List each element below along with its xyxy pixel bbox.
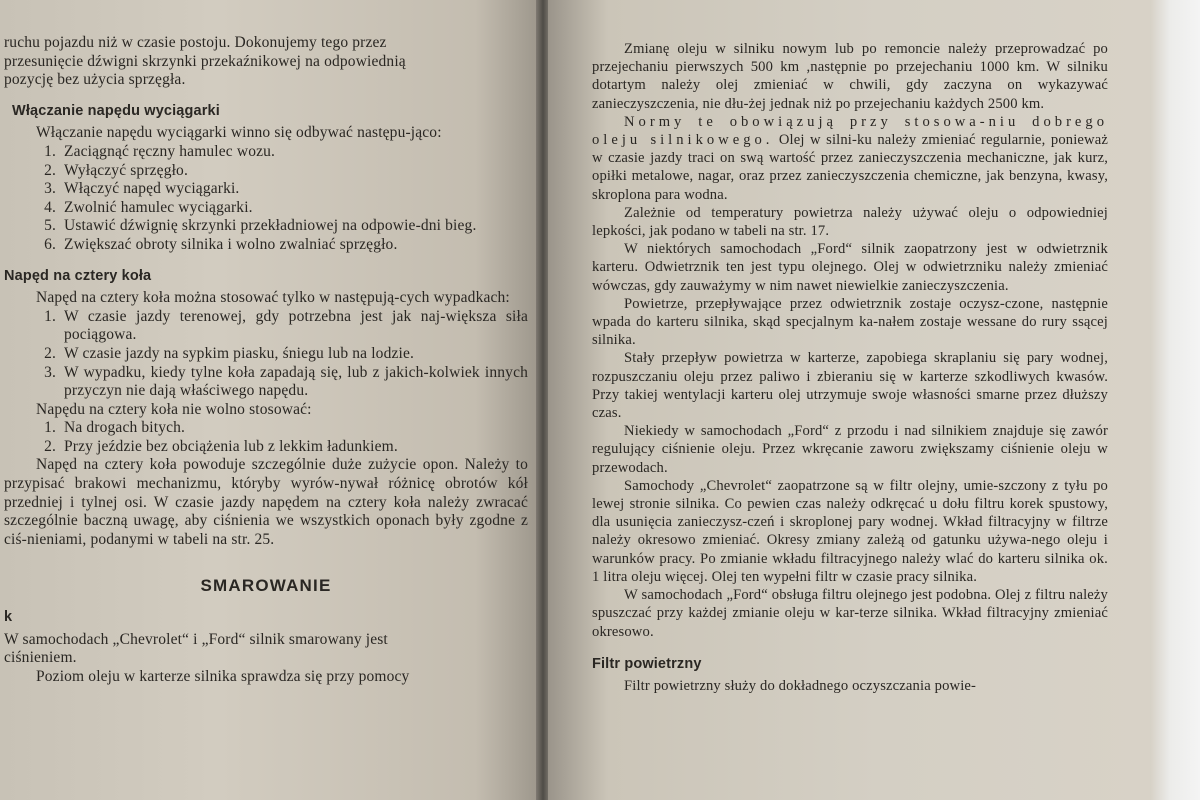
right-page: [548, 0, 1150, 800]
ford-filter-paragraph: W samochodach „Ford“ obsługa filtru olejnego jest podobna. Olej z filtru należy spuszczać przy każdej zmianie oleju w kar-terze silnika. Wkład filtracyjny zmieniać okresowo.: [592, 587, 1108, 640]
lubrication-line: Poziom oleju w karterze silnika sprawdza się przy pomocy: [36, 667, 410, 685]
oil-change-paragraph: Zmianę oleju w silniku nowym lub po remoncie należy przeprowadzać po przejechaniu pierwszych 500 km ,następnie po przejechaniu 1000 km. W silniku dotartym należy olej zmieniać w chwili, gdy zaczyna on wykazywać zanieczyszczenia, nie dłu-żej jednak niż po przejechaniu każdych 2500 km.: [592, 41, 1108, 112]
item-number: 3.: [44, 363, 56, 381]
item-number: 6.: [44, 235, 56, 253]
chevrolet-filter-paragraph: Samochody „Chevrolet“ zaopatrzone są w filtr olejny, umie-szczony z tyłu po lewej stronie silnika. Co pewien czas należy odkręcać u dołu filtru korek spustowy, dla usunięcia zanieczysz-czeń i skroplonej pary wodnej. Wkład filtracyjny w filtrze należy okresowo zmieniać. Okresy zmiany zależą od gatunku używa-nego oleju i warunków pracy. Po zmianie wkładu filtracyjnego należy wlać do karteru silnika ok. 1 litra oleju więcej. Olej ten wypełni filtr w czasie pracy silnika.: [592, 477, 1108, 585]
norms-rest-text: Olej w silni-ku należy zmieniać regularnie, ponieważ w czasie jazdy traci on swą wartość przez zanieczyszczenia mechaniczne, jak kurz, opiłki metalowe, nagar, oraz przez zanieczyszczenia chemiczne, jak benzyna, kwasy, skroplona para wodna.: [592, 132, 1108, 203]
item-number: 2.: [44, 344, 56, 362]
list-item: [4, 199, 528, 218]
steady-flow-paragraph: Stały przepływ powietrza w karterze, zapobiega skraplaniu się pary wodnej, rozpuszczaniu oleju przez paliwo i zbieraniu się w karterze szkodliwych kwasów. Przy takiej wentylacji karteru olej utrzymuje swoje własności smarne przez dłuższy czas.: [592, 350, 1108, 422]
awd-heading: Napęd na cztery koła: [4, 267, 152, 284]
item-number: 3.: [44, 180, 56, 198]
item-text: W czasie jazdy na sypkim piasku, śniegu lub na lodzie.: [64, 344, 415, 362]
list-item: [4, 419, 528, 438]
list-item: [4, 236, 528, 255]
list-item: [4, 143, 528, 162]
item-text: Włączyć napęd wyciągarki.: [64, 180, 240, 198]
item-text: W wypadku, kiedy tylne koła zapadają się, lub z jakich-kolwiek innych przyczyn nie dają właściwego napędu.: [64, 363, 528, 400]
item-text: Na drogach bitych.: [64, 419, 186, 437]
list-item: [4, 364, 528, 401]
awd-cases-list: [4, 308, 528, 401]
air-filter-line: Filtr powietrzny służy do dokładnego oczyszczania powie-: [624, 677, 977, 694]
item-text: W czasie jazdy terenowej, gdy potrzebna jest jak naj-większa siła pociągowa.: [64, 307, 528, 344]
item-number: 4.: [44, 198, 56, 216]
lubrication-line: ciśnieniem.: [4, 649, 77, 667]
air-flow-paragraph: Powietrze, przepływające przez odwietrznik zostaje oczysz-czone, następnie wpada do karteru silnika, skąd specjalnym ka-nałem zostaje wessane do rury ssącej silnika.: [592, 295, 1108, 349]
item-text: Przy jeździe bez obciążenia lub z lekkim ładunkiem.: [64, 437, 398, 455]
list-item: [4, 308, 528, 345]
awd-forbidden-list: [4, 419, 528, 456]
list-item: [4, 180, 528, 199]
ford-vent-paragraph: W niektórych samochodach „Ford“ silnik zaopatrzony jest w odwietrznik karteru. Odwietrznik ten jest typu olejnego. Olej w odwietrzniku należy zmieniać wówczas, gdy zauważymy w nim nawet niewielkie zanieczyszczenia.: [592, 241, 1108, 294]
awd-forbidden-intro: Napędu na cztery koła nie wolno stosować:: [36, 400, 312, 418]
section-title: SMAROWANIE: [200, 576, 332, 596]
winch-heading: Włączanie napędu wyciągarki: [12, 102, 220, 119]
background-edge: [1150, 0, 1200, 800]
item-text: Zaciągnąć ręczny hamulec wozu.: [64, 142, 276, 160]
item-number: 2.: [44, 437, 56, 455]
lubrication-line: W samochodach „Chevrolet“ i „Ford“ silnik smarowany jest: [4, 630, 388, 648]
temperature-paragraph: Zależnie od temperatury powietrza należy używać oleju o odpowiedniej lepkości, jak podano w tabeli na str. 17.: [592, 204, 1108, 240]
awd-intro: Napęd na cztery koła można stosować tylko w następują-cych wypadkach:: [36, 289, 510, 307]
list-item: [4, 217, 528, 236]
list-item: [4, 438, 528, 457]
item-number: 2.: [44, 161, 56, 179]
item-number: 5.: [44, 217, 56, 235]
intro-line: pozycję bez użycia sprzęgła.: [4, 71, 186, 89]
winch-intro: Włączanie napędu wyciągarki winno się odbywać następu-jąco:: [36, 124, 442, 142]
right-page-text: [592, 40, 1108, 695]
left-page: [0, 0, 540, 800]
item-number: 1.: [44, 307, 56, 325]
intro-line: przesunięcie dźwigni skrzynki przekaźnikowej na odpowiednią: [4, 52, 406, 70]
winch-steps-list: [4, 143, 528, 255]
subsection-fragment: k: [4, 609, 13, 626]
list-item: [4, 162, 528, 181]
intro-line: ruchu pojazdu niż w czasie postoju. Dokonujemy tego przez: [4, 34, 387, 51]
norms-spaced-text: Normy te obowiązują przy stosowa-niu dobrego oleju silnikowego.: [592, 113, 1108, 149]
ford-valve-paragraph: Niekiedy w samochodach „Ford“ z przodu i nad silnikiem znajduje się zawór regulujący ciśnienie oleju. Przez wkręcanie zaworu zwiększamy ciśnienie oleju w przewodach.: [592, 423, 1108, 476]
awd-closing: Napęd na cztery koła powoduje szczególnie duże zużycie opon. Należy to przypisać brakowi mechanizmu, któryby wyrów-nywał różnicę obrotów kół przedniej i tylnej osi. W czasie jazdy napędem na cztery koła należy zwracać szczególnie baczną uwagę, aby ciśnienia we wszystkich oponach były zgodne z ciś-nieniami, podanymi w tabeli na str. 25.: [4, 456, 528, 548]
list-item: [4, 345, 528, 364]
left-page-text: [4, 34, 528, 686]
norms-paragraph: [592, 113, 1108, 204]
air-filter-heading: Filtr powietrzny: [592, 655, 702, 672]
item-text: Zwiększać obroty silnika i wolno zwalniać sprzęgło.: [64, 235, 398, 253]
item-number: 1.: [44, 142, 56, 160]
item-text: Ustawić dźwignię skrzynki przekładniowej na odpowie-dni bieg.: [64, 217, 477, 235]
item-text: Zwolnić hamulec wyciągarki.: [64, 198, 253, 216]
item-number: 1.: [44, 419, 56, 437]
item-text: Wyłączyć sprzęgło.: [64, 161, 188, 179]
